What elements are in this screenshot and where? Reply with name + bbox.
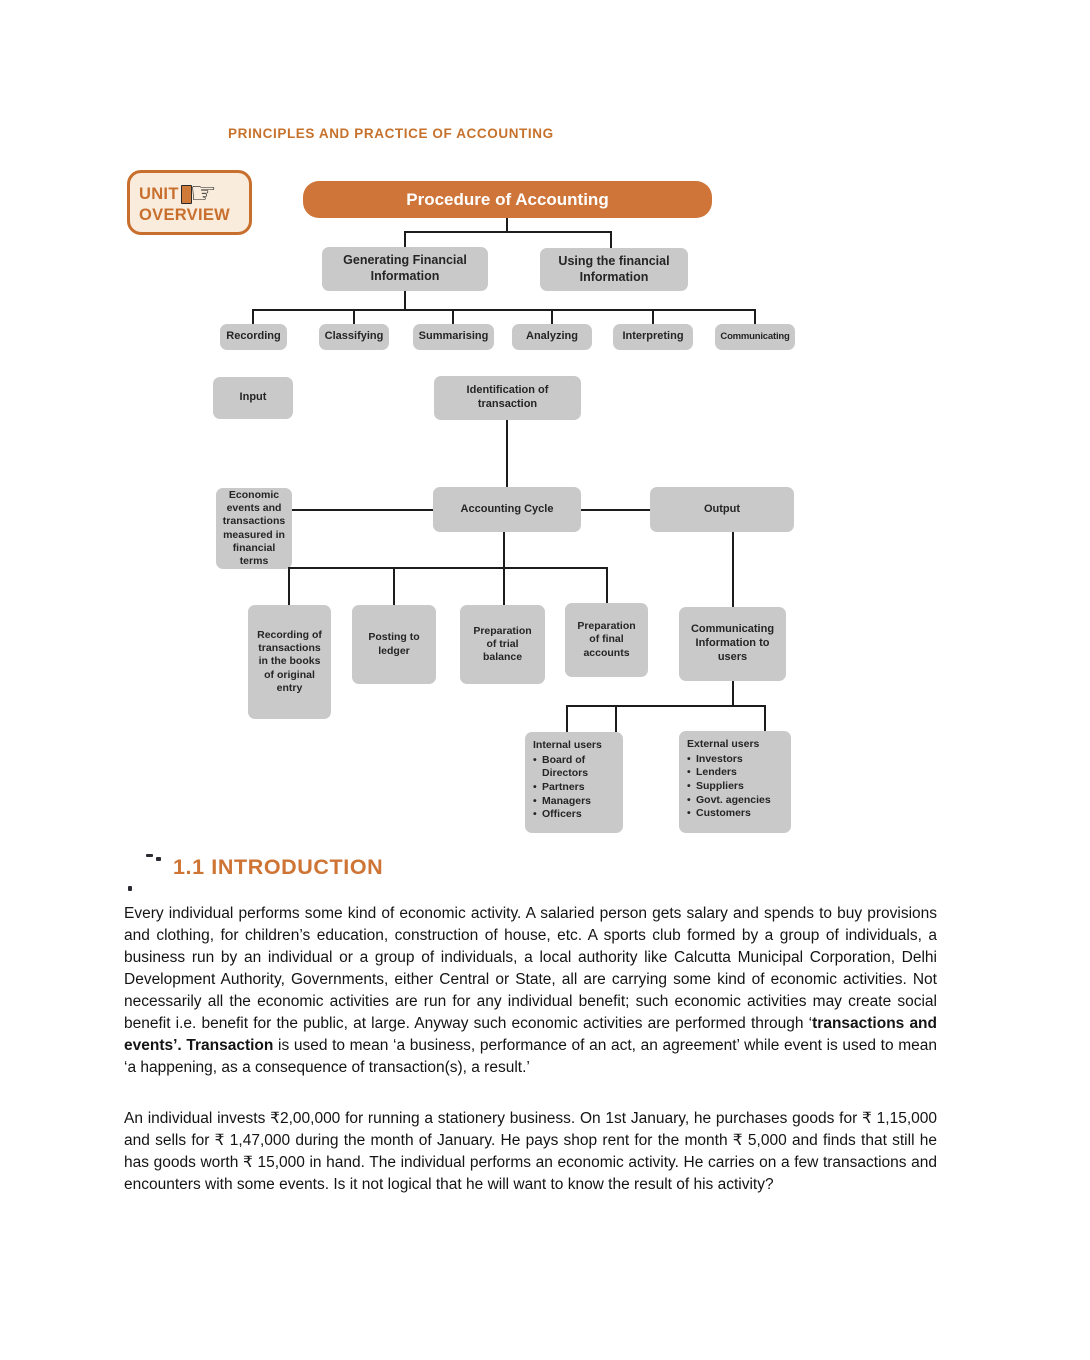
connector-line — [610, 231, 612, 248]
connector-line — [754, 309, 756, 324]
flow-box-summarising: Summarising — [413, 324, 494, 350]
list-item: • Officers — [533, 808, 617, 822]
connector-line — [288, 567, 290, 605]
list-item: • Partners — [533, 781, 617, 795]
flow-box-using-financial-information: Using the financial Information — [540, 248, 688, 291]
list-item: • Investors — [687, 753, 785, 767]
list-item: • Board of Directors — [533, 754, 617, 781]
flow-box-identification-of-transaction: Identification of transaction — [434, 376, 581, 420]
connector-line — [566, 705, 568, 732]
hand-glyph: ☞ — [189, 176, 217, 212]
connector-line — [252, 309, 254, 324]
paragraph-text: Every individual performs some kind of economic activity. A salaried person gets salary and spends to buy provisions and clothing, for children’s education, construction of house, etc. A sports club formed by a group of individuals, a business run by an individual or a group of individuals, a local authority like Calcutta Municipal Corporation, Delhi Development Authority, Governments, either Central or State, all are carrying some kind of economic activities. Not necessarily all the economic activities are run for any individual benefit; such economic activities may create social benefit i.e. benefit for the public, at large. Anyway such economic activities are performed through ‘ — [124, 905, 937, 1032]
unit-overview-row — [139, 176, 249, 212]
connector-line — [393, 567, 395, 605]
flow-box-external-users — [679, 731, 791, 833]
section-heading: 1.1 INTRODUCTION — [173, 855, 384, 879]
flow-box-preparation-of-trial-balance: Preparation of trial balance — [460, 605, 545, 684]
connector-line — [732, 681, 734, 707]
list-item: • Govt. agencies — [687, 794, 785, 808]
connector-line — [551, 309, 553, 324]
connector-line — [764, 705, 766, 731]
internal-users-list — [533, 754, 617, 822]
connector-line — [288, 567, 608, 569]
connector-line — [566, 705, 766, 707]
connector-line — [404, 291, 406, 310]
connector-line — [452, 309, 454, 324]
connector-line — [615, 705, 617, 732]
list-item: • Managers — [533, 795, 617, 809]
unit-overview-badge — [127, 170, 252, 235]
flow-box-classifying: Classifying — [319, 324, 389, 350]
external-users-list — [687, 753, 785, 821]
connector-line — [353, 309, 355, 324]
flow-box-input: Input — [213, 377, 293, 419]
flow-box-communicating: Communicating — [715, 324, 795, 350]
paragraph-text: is used to mean ‘a business, performance of an act, an agreement’ while event is used to mean ‘a happening, as a consequence of transaction(s), a result.’ — [124, 1037, 937, 1076]
pointing-hand-icon — [181, 176, 217, 212]
overview-label: OVERVIEW — [139, 206, 231, 225]
connector-line — [581, 509, 650, 511]
list-item: • Customers — [687, 807, 785, 821]
flow-box-posting-to-ledger: Posting to ledger — [352, 605, 436, 684]
connector-line — [252, 309, 756, 311]
internal-users-title: Internal users — [533, 739, 602, 751]
connector-line — [404, 231, 612, 233]
list-item: • Lenders — [687, 766, 785, 780]
flow-box-preparation-of-final-accounts: Preparation of final accounts — [565, 603, 648, 677]
connector-line — [292, 509, 433, 511]
paragraph-bold-text: transactions and events’. Transaction — [124, 1015, 937, 1054]
connector-line — [732, 532, 734, 607]
flow-box-generating-financial-information: Generating Financial Information — [322, 247, 488, 291]
flow-box-interpreting: Interpreting — [613, 324, 693, 350]
flow-box-economic-events: Economic events and transactions measured in financial terms — [216, 488, 292, 569]
external-users-title: External users — [687, 738, 760, 750]
flow-box-output: Output — [650, 487, 794, 532]
intro-paragraph-1 — [124, 903, 937, 1079]
flow-root-procedure-of-accounting: Procedure of Accounting — [303, 181, 712, 218]
flow-box-analyzing: Analyzing — [512, 324, 592, 350]
flow-box-internal-users — [525, 732, 623, 833]
connector-line — [606, 567, 608, 603]
flow-box-accounting-cycle: Accounting Cycle — [433, 487, 581, 532]
connector-line — [506, 420, 508, 487]
flow-box-recording-of-transactions: Recording of transactions in the books of original entry — [248, 605, 331, 719]
list-item: • Suppliers — [687, 780, 785, 794]
page-header: PRINCIPLES AND PRACTICE OF ACCOUNTING — [228, 126, 554, 141]
flow-box-recording: Recording — [220, 324, 287, 350]
connector-line — [404, 231, 406, 247]
flow-box-communicating-information-to-users: Communicating Information to users — [679, 607, 786, 681]
connector-line — [652, 309, 654, 324]
connector-line — [506, 218, 508, 232]
unit-label: UNIT — [139, 185, 179, 203]
intro-paragraph-2: An individual invests ₹2,00,000 for running a stationery business. On 1st January, he purchases goods for ₹ 1,15,000 and sells for ₹ 1,47,000 during the month of January. He pays shop rent for the month ₹ 5,000 and finds that still he has goods worth ₹ 15,000 in hand. The individual performs an economic activity. He carries on a few transactions and encounters with some events. Is it not logical that he will want to know the result of his activity? — [124, 1110, 937, 1193]
